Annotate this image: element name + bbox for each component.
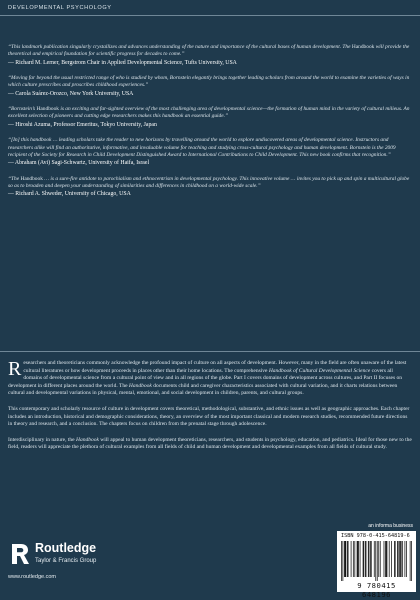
barcode-bar xyxy=(386,541,387,577)
endorsement-source: — Carola Suárez-Orozco, New York University, USA xyxy=(8,90,134,97)
description-paragraph-3 xyxy=(8,437,412,452)
endorsement-source: — Hiroshi Azuma, Professor Emeritus, Tokyo University, Japan xyxy=(8,121,157,128)
publisher-group: Taylor & Francis Group xyxy=(35,558,97,564)
barcode-bar xyxy=(363,541,364,577)
endorsement-text-run: Handbook xyxy=(351,44,375,50)
endorsement-text xyxy=(8,176,412,191)
endorsement-text-run: “The xyxy=(8,175,21,182)
description-paragraph-2 xyxy=(8,406,412,429)
barcode-panel xyxy=(337,523,416,599)
publisher-block xyxy=(8,540,138,590)
barcode-bar xyxy=(342,541,343,581)
barcode-bar xyxy=(394,541,395,577)
barcode-bar xyxy=(378,541,379,577)
barcode-bar xyxy=(341,541,342,581)
subject-label: DEVELOPMENTAL PSYCHOLOGY xyxy=(8,5,112,11)
barcode-bar xyxy=(406,541,407,577)
barcode-bar xyxy=(395,541,396,577)
endorsement-text-run: Handbook xyxy=(20,175,43,182)
description-text-run: esearchers and theoreticians commonly acknowledge the profound impact of culture on all aspects of development. However, many in the field are often unaware of the latest cultural literatures or how development proceeds in places other than their home locations. The comprehensive xyxy=(23,360,407,374)
description-text-run: Handbook xyxy=(128,382,152,389)
routledge-logo-icon xyxy=(8,542,30,566)
barcode-bar xyxy=(385,541,386,577)
barcode-bar xyxy=(375,541,376,581)
description-text-run: Handbook xyxy=(75,436,99,443)
endorsement-text-run: “[In] this handbook … leading scholars take the reader to new horizons by travelling around the world to explore undiscovered areas of developmental science. Instructors and researchers alike will find an authoritative, informative, and invaluable volume for teaching and studying cross-cultural psychology and human development. Bornstein is the 2009 recipient of the Society for Research in Child Development Distinguished Award to International Contributions to Child Development. This new book confirms that recognition.” xyxy=(8,137,396,158)
endorsements xyxy=(8,44,412,207)
barcode-bar xyxy=(357,541,358,577)
barcode-bar xyxy=(405,541,406,577)
isbn-text: ISBN 978-0-415-64819-6 xyxy=(341,533,410,539)
middle-divider xyxy=(0,351,420,352)
barcode-bar xyxy=(360,541,361,577)
description-text-run: documents child and caregiver characteristics associated with cultural variation, and it charts relations between cultural and developmental variations in physical, mental, emotional, and social development in children, parents, and cultural groups. xyxy=(8,382,398,397)
endorsement-text xyxy=(8,106,412,121)
barcode-bar xyxy=(347,541,348,577)
barcode-bar xyxy=(374,541,375,577)
barcode-bar xyxy=(363,541,364,577)
barcode-bar xyxy=(353,541,354,577)
barcode-bar xyxy=(370,541,371,577)
barcode-bar xyxy=(368,541,369,577)
ean-digits: 9 780415 648196 xyxy=(357,581,396,599)
endorsement-text-run: “Bornstein’s xyxy=(8,106,37,113)
endorsement xyxy=(8,137,412,167)
endorsement-text-run: will provide the theoretical and empirical foundation for scientific progress for decades to come.” xyxy=(8,44,410,58)
informa-label: an informa business xyxy=(368,523,413,529)
endorsement-text-run: “Moving far beyond the usual restricted range of who is studied by whom, Bornstein elegantly brings together leading scholars from around the world to examine the varieties of ways in which culture prescribes and proscribes childhood experiences.” xyxy=(8,75,410,89)
barcode-bar xyxy=(354,541,355,577)
endorsement xyxy=(8,44,412,67)
endorsement-source: — Richard A. Shweder, University of Chicago, USA xyxy=(8,191,131,198)
endorsement-text-run: is an exciting and far-sighted overview of the most challenging area of developmental science—the formation of human mind in the variety of cultural milieus. An excellent selection of pioneers and cutting edge researchers makes this handbook an essential guide.” xyxy=(8,106,410,120)
publisher-url: www.routledge.com xyxy=(8,574,56,580)
endorsement xyxy=(8,176,412,199)
barcode-bar xyxy=(380,541,381,577)
endorsement-source: — Richard M. Lerner, Bergstrom Chair in Applied Developmental Science, Tufts University, USA xyxy=(8,59,237,66)
description-paragraph-1 xyxy=(8,360,412,398)
barcode-bar xyxy=(365,541,366,577)
barcode-bar xyxy=(344,541,345,577)
endorsement-text-run: “This landmark publication singularly crystallizes and advances understanding of the nature and importance of the cultural bases of human development. The xyxy=(8,44,352,50)
top-divider xyxy=(0,15,420,16)
barcode-bar xyxy=(384,541,385,577)
publisher-name: Routledge xyxy=(35,541,97,555)
endorsement-text xyxy=(8,75,412,90)
description-text-run: This contemporary and scholarly resource of culture in development covers theoretical, methodological, substantive, and ethnic issues as well as geographic approaches. Each chapter includes an introduction, historical and demographic considerations, theory, an overview of the most important classical and modern research studies, recommended future directions in theory and research, and a conclusion. The chapters focus on children from the prenatal stage through adolescence. xyxy=(8,405,410,428)
barcode-bar xyxy=(391,541,392,577)
endorsement-text-run: Handbook xyxy=(36,106,59,113)
barcode-bar xyxy=(366,541,367,577)
barcode-bar xyxy=(345,541,346,577)
description-text-run: Interdisciplinary in nature, the xyxy=(8,436,76,443)
barcode-bar xyxy=(345,541,346,577)
endorsement-text-run: … is a sure-fire antidote to parochialism and ethnocentrism in developmental psychology. This innovative volume … invites you to pick up and spin a multicultural globe so as to broaden and deepen your understanding of similarities and differences in childhood on a world-wide scale.” xyxy=(8,175,410,189)
barcode-bar xyxy=(411,541,412,581)
barcode-bar xyxy=(357,541,358,577)
description-text-run: covers all domains of developmental science from a cultural point of view and in all regions of the globe. Part I covers domains of development across cultures, and Part II focuses on development in different places around the world. The xyxy=(8,367,402,389)
barcode-bar xyxy=(399,541,400,577)
drop-cap: R xyxy=(8,358,22,380)
barcode-bar xyxy=(397,541,398,577)
barcode-bar xyxy=(389,541,390,577)
barcode-bar xyxy=(401,541,402,577)
barcode-bar xyxy=(377,541,378,581)
endorsement xyxy=(8,106,412,129)
barcode-bar xyxy=(387,541,388,577)
description-text-run: Handbook of Cultural Developmental Science xyxy=(268,367,371,374)
endorsement-text xyxy=(8,44,412,59)
description-text-run: will appeal to human development theoreticians, researchers, and students in psychology, education, and pediatrics. Ideal for those new to the field, readers will appreciate the plethora of cultural examples from all fields of child and human development and developmental examples from all fields of cultural study. xyxy=(8,436,412,451)
barcode-bar xyxy=(410,541,411,581)
book-description xyxy=(8,360,412,460)
barcode-bar xyxy=(400,541,401,577)
barcode-bar xyxy=(402,541,403,577)
barcode-bar xyxy=(369,541,370,577)
barcode-bars xyxy=(341,541,412,581)
endorsement xyxy=(8,75,412,98)
barcode-bar xyxy=(358,541,359,577)
endorsement-source: — Abraham (Avi) Sagi-Schwartz, University of Haifa, Israel xyxy=(8,160,150,167)
barcode-bar xyxy=(348,541,349,577)
endorsement-text xyxy=(8,137,412,159)
barcode-bar xyxy=(351,541,352,577)
barcode-bar xyxy=(371,541,372,577)
barcode-bar xyxy=(398,541,399,577)
